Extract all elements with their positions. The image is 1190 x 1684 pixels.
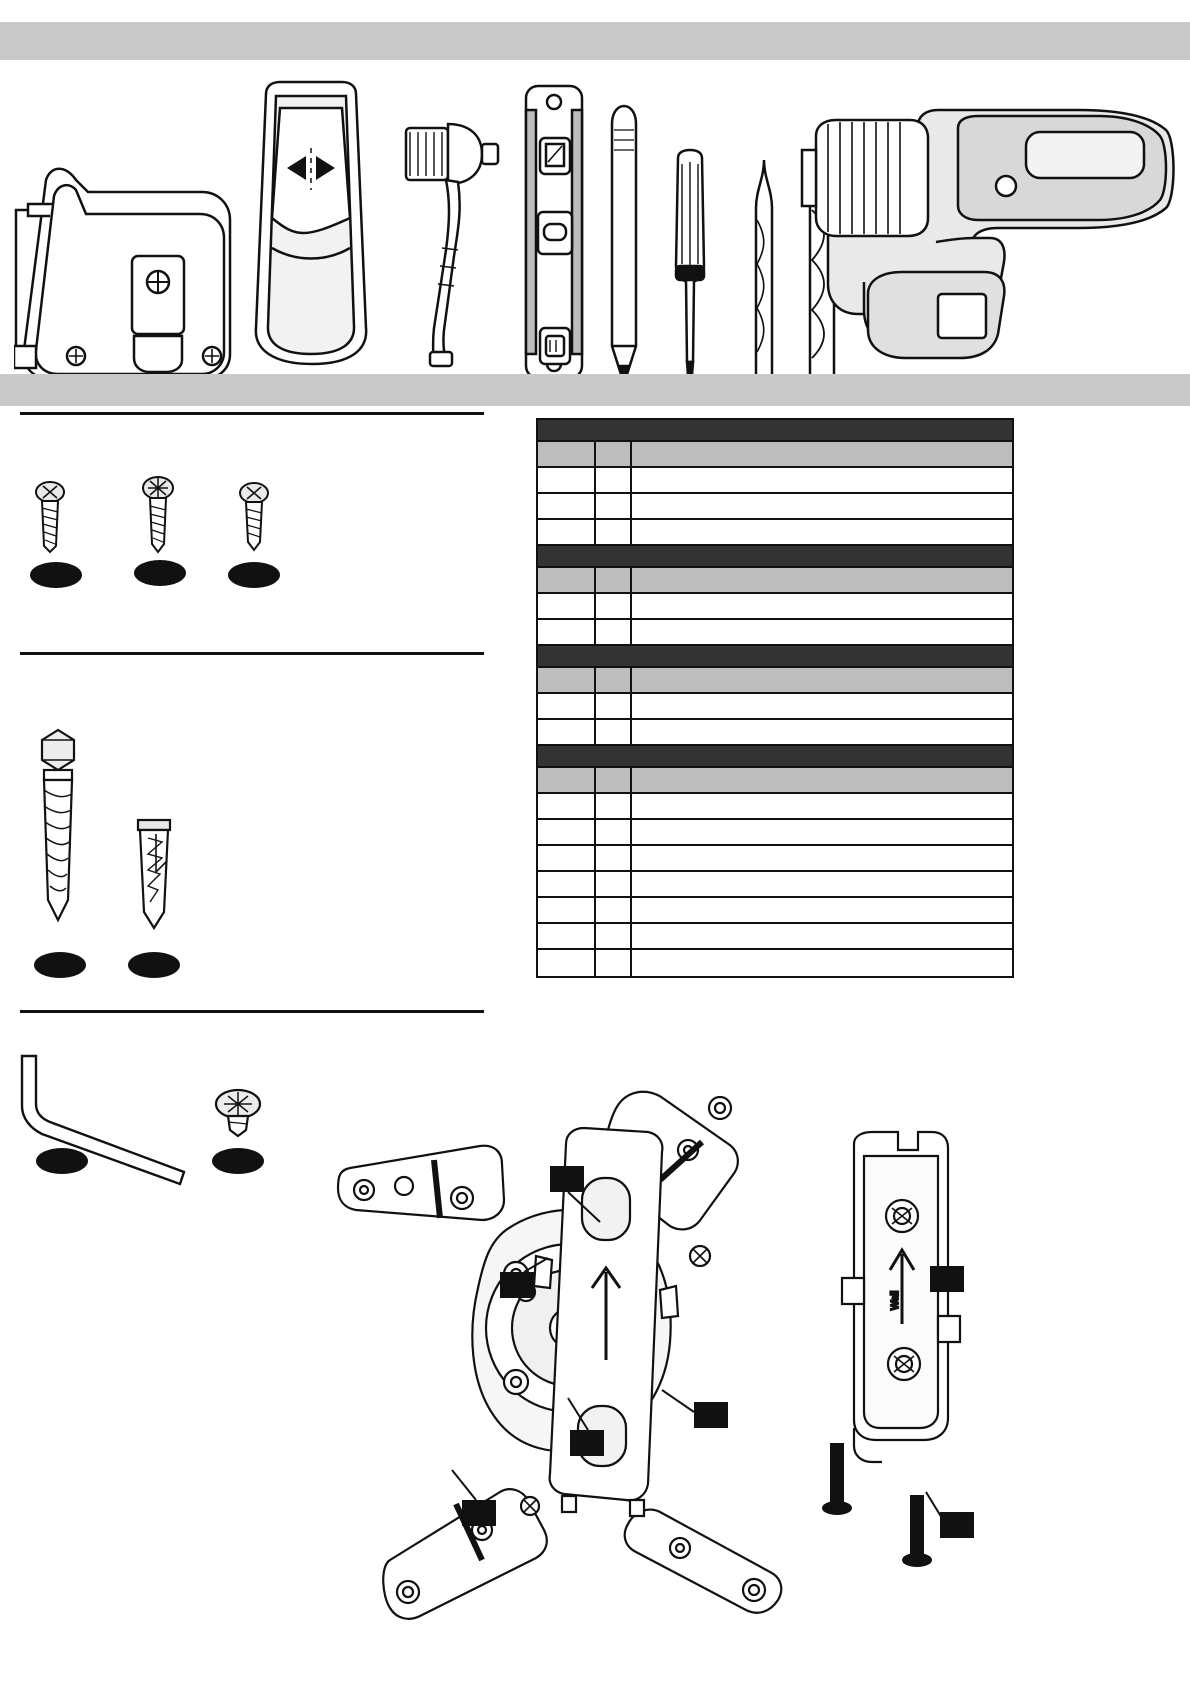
table-row xyxy=(538,846,1012,872)
cell xyxy=(632,950,1012,976)
table-row xyxy=(538,950,1012,976)
callout-dot-wood-screw-short xyxy=(228,562,280,588)
cell xyxy=(538,820,596,844)
cell xyxy=(632,846,1012,870)
table-subheader xyxy=(538,568,1012,594)
cell xyxy=(596,594,632,618)
table-row xyxy=(538,494,1012,520)
cell xyxy=(632,494,1012,518)
cell xyxy=(596,494,632,518)
cell xyxy=(538,950,596,976)
cell xyxy=(596,668,632,692)
tv-mounting-bracket xyxy=(820,1128,1020,1468)
cell xyxy=(632,420,1012,440)
drill-bit-small xyxy=(744,150,784,400)
cell xyxy=(596,898,632,922)
callout-dot-wood-screw-medium xyxy=(134,560,186,586)
table-row xyxy=(538,468,1012,494)
callout-dot-hex-key xyxy=(36,1148,88,1174)
table-row xyxy=(538,594,1012,620)
cell xyxy=(596,924,632,948)
cell xyxy=(596,872,632,896)
cell xyxy=(596,768,632,792)
table-section-header xyxy=(538,546,1012,568)
cell xyxy=(596,420,632,440)
cell xyxy=(596,746,632,766)
cell xyxy=(632,620,1012,644)
cell xyxy=(538,746,596,766)
callout-box-mount-3 xyxy=(694,1402,728,1428)
cell xyxy=(632,820,1012,844)
cell xyxy=(538,794,596,818)
cell xyxy=(596,820,632,844)
bracket-screw-right xyxy=(902,1492,932,1572)
cell xyxy=(596,794,632,818)
callout-box-mount-1 xyxy=(550,1166,584,1192)
wall-label: Wall xyxy=(890,1290,901,1310)
cell xyxy=(538,668,596,692)
table-row xyxy=(538,924,1012,950)
cell xyxy=(538,646,596,666)
cell xyxy=(538,442,596,466)
cell xyxy=(632,924,1012,948)
table-row xyxy=(538,720,1012,746)
hardware-group-2-rule xyxy=(20,652,484,655)
callout-dot-wood-screw-small xyxy=(30,562,82,588)
table-subheader xyxy=(538,768,1012,794)
cell xyxy=(538,594,596,618)
cell xyxy=(632,720,1012,744)
cell xyxy=(596,646,632,666)
table-subheader xyxy=(538,442,1012,468)
table-row xyxy=(538,794,1012,820)
cell xyxy=(632,668,1012,692)
tilt-swivel-wall-mount xyxy=(330,1060,810,1620)
table-row xyxy=(538,694,1012,720)
cell xyxy=(632,468,1012,492)
cell xyxy=(632,794,1012,818)
hardware-group-1-rule xyxy=(20,412,484,415)
callout-dot-wall-anchor xyxy=(128,952,180,978)
table-row xyxy=(538,620,1012,646)
cell xyxy=(596,846,632,870)
power-drill xyxy=(798,58,1178,368)
cell xyxy=(596,950,632,976)
table-section-header xyxy=(538,746,1012,768)
parts-table xyxy=(536,418,1014,978)
cell xyxy=(632,568,1012,592)
top-header-band xyxy=(0,22,1190,60)
cell xyxy=(596,442,632,466)
cell xyxy=(596,468,632,492)
cell xyxy=(632,520,1012,544)
hardware-group-3-rule xyxy=(20,1010,484,1013)
cell xyxy=(538,720,596,744)
table-subheader xyxy=(538,668,1012,694)
wood-screw-short xyxy=(232,480,276,552)
cell xyxy=(596,620,632,644)
cell xyxy=(538,768,596,792)
cell xyxy=(632,594,1012,618)
cell xyxy=(538,494,596,518)
cell xyxy=(538,620,596,644)
cell xyxy=(632,694,1012,718)
cell xyxy=(632,872,1012,896)
hex-key xyxy=(12,1044,192,1194)
cell xyxy=(538,568,596,592)
callout-dot-lag-bolt xyxy=(34,952,86,978)
cell xyxy=(538,898,596,922)
table-section-header xyxy=(538,646,1012,668)
wall-anchor xyxy=(126,812,186,934)
cell xyxy=(538,468,596,492)
callout-box-mount-4 xyxy=(570,1430,604,1456)
callout-box-mount-2 xyxy=(500,1272,534,1298)
cell xyxy=(632,546,1012,566)
cell xyxy=(596,568,632,592)
spirit-level xyxy=(512,82,602,382)
cell xyxy=(596,520,632,544)
pencil xyxy=(604,100,644,390)
cell xyxy=(632,898,1012,922)
machine-screw xyxy=(208,1086,268,1140)
cell xyxy=(538,694,596,718)
cell xyxy=(538,420,596,440)
wood-screw-medium xyxy=(136,474,180,554)
cell xyxy=(632,768,1012,792)
cell xyxy=(538,924,596,948)
stud-finder xyxy=(246,78,376,368)
cell xyxy=(632,746,1012,766)
cell xyxy=(538,846,596,870)
cell xyxy=(538,546,596,566)
table-row xyxy=(538,820,1012,846)
bracket-screw-left xyxy=(822,1440,852,1520)
table-row xyxy=(538,872,1012,898)
tools-illustration-strip xyxy=(0,60,1190,374)
section-divider-band xyxy=(0,374,1190,406)
table-row xyxy=(538,898,1012,924)
cell xyxy=(596,720,632,744)
wood-screw-small xyxy=(28,478,72,554)
callout-box-mount-5 xyxy=(462,1500,496,1526)
socket-wrench xyxy=(400,70,510,370)
phillips-screwdriver xyxy=(660,148,720,408)
cell xyxy=(538,520,596,544)
cell xyxy=(596,694,632,718)
table-section-header xyxy=(538,420,1012,442)
callout-box-bracket-2 xyxy=(940,1512,974,1538)
callout-dot-machine-screw xyxy=(212,1148,264,1174)
cell xyxy=(538,872,596,896)
lag-bolt xyxy=(24,724,94,936)
table-row xyxy=(538,520,1012,546)
cell xyxy=(632,442,1012,466)
cell xyxy=(596,546,632,566)
cell xyxy=(632,646,1012,666)
callout-box-bracket-1 xyxy=(930,1266,964,1292)
